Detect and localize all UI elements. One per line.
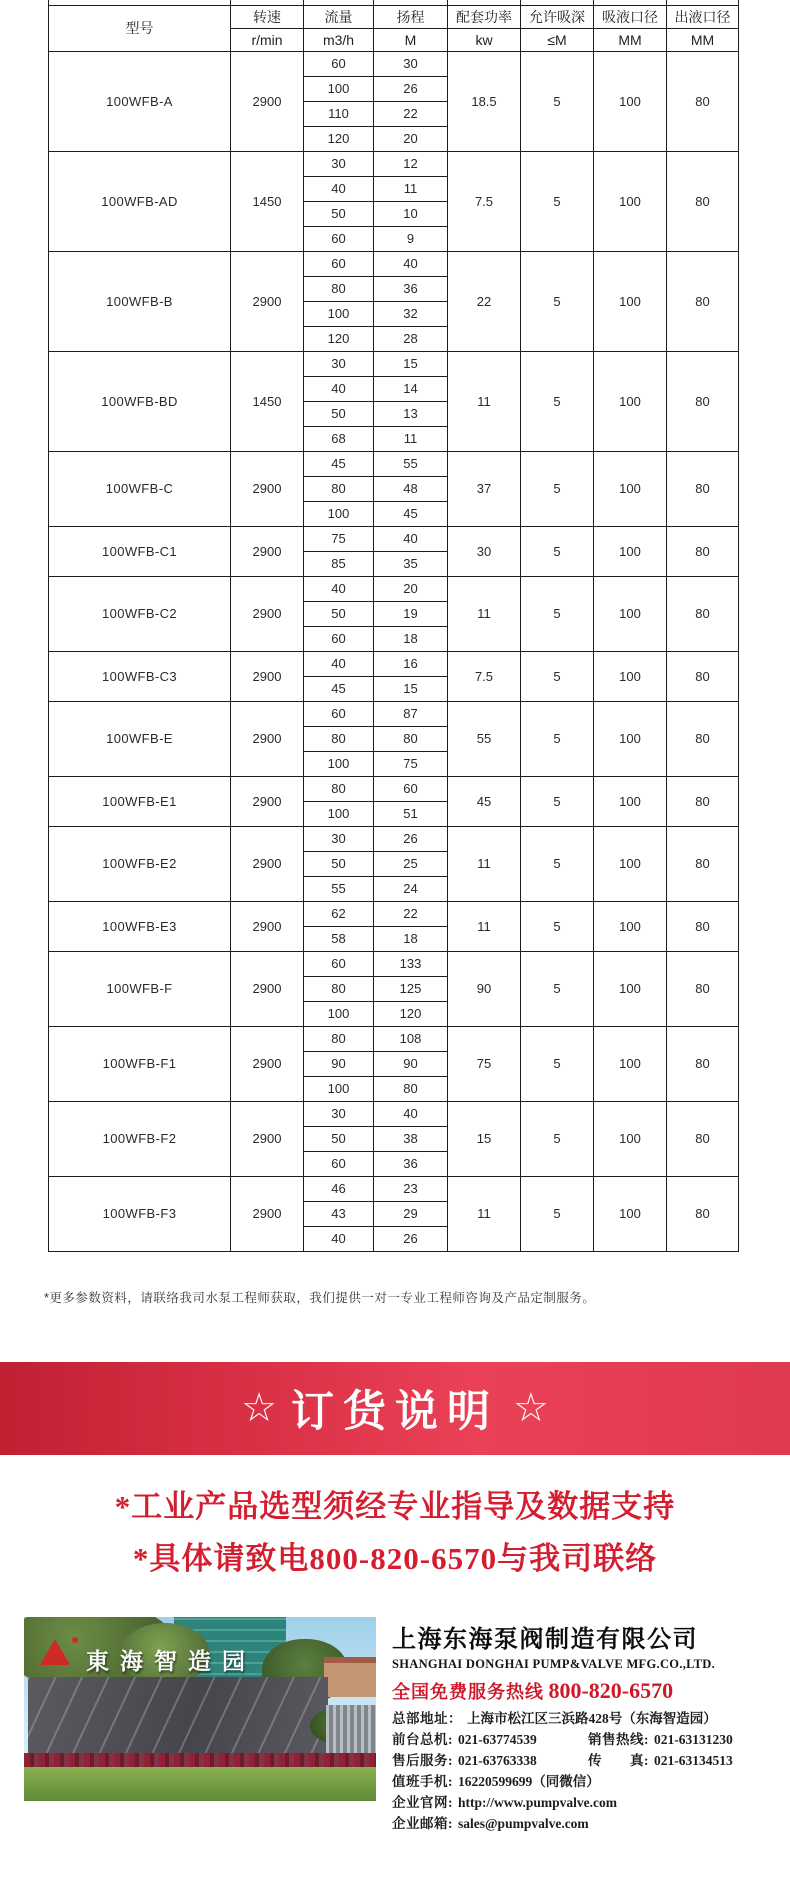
head-cell: 28: [374, 326, 448, 351]
table-row: [49, 776, 739, 801]
suction-depth-cell: 5: [521, 776, 594, 826]
outlet-diameter-cell: 80: [667, 576, 739, 651]
contact-value: 上海市松江区三浜路428号（东海智造园）: [467, 1710, 717, 1726]
power-cell: 7.5: [448, 651, 521, 701]
column-unit: MM: [667, 28, 739, 51]
head-cell: 25: [374, 851, 448, 876]
flow-cell: 58: [304, 926, 374, 951]
power-cell: 55: [448, 701, 521, 776]
contact-pair: [392, 1792, 617, 1813]
head-cell: 18: [374, 626, 448, 651]
contact-row: [392, 1792, 772, 1813]
column-header: 配套功率: [448, 5, 521, 28]
flow-cell: 120: [304, 126, 374, 151]
outlet-diameter-cell: 80: [667, 651, 739, 701]
head-cell: 23: [374, 1176, 448, 1201]
flow-cell: 62: [304, 901, 374, 926]
head-cell: 14: [374, 376, 448, 401]
head-cell: 55: [374, 451, 448, 476]
flow-cell: 80: [304, 976, 374, 1001]
model-cell: 100WFB-C: [49, 451, 231, 526]
table-row: [49, 701, 739, 726]
power-cell: 11: [448, 826, 521, 901]
head-cell: 11: [374, 426, 448, 451]
table-row: [49, 651, 739, 676]
contact-row: [392, 1750, 772, 1771]
inlet-diameter-cell: 100: [594, 351, 667, 451]
power-cell: 11: [448, 1176, 521, 1251]
power-cell: 11: [448, 901, 521, 951]
model-cell: 100WFB-F: [49, 951, 231, 1026]
contact-label: 销售热线:: [588, 1731, 649, 1747]
flow-cell: 100: [304, 501, 374, 526]
head-cell: 48: [374, 476, 448, 501]
speed-cell: 2900: [231, 1026, 304, 1101]
model-cell: 100WFB-E1: [49, 776, 231, 826]
flow-cell: 45: [304, 676, 374, 701]
contact-label: 总部地址：: [392, 1710, 462, 1726]
table-row: [49, 901, 739, 926]
head-cell: 26: [374, 76, 448, 101]
suction-depth-cell: 5: [521, 1026, 594, 1101]
model-cell: 100WFB-F1: [49, 1026, 231, 1101]
suction-depth-cell: 5: [521, 151, 594, 251]
head-cell: 45: [374, 501, 448, 526]
suction-depth-cell: 5: [521, 51, 594, 151]
inlet-diameter-cell: 100: [594, 1176, 667, 1251]
notice-line: *工业产品选型须经专业指导及数据支持: [114, 1488, 676, 1524]
column-header: 扬程: [374, 5, 448, 28]
company-info: [392, 1617, 772, 1834]
photo-lawn: [24, 1767, 376, 1801]
flow-cell: 60: [304, 626, 374, 651]
speed-cell: 2900: [231, 526, 304, 576]
head-cell: 80: [374, 726, 448, 751]
outlet-diameter-cell: 80: [667, 826, 739, 901]
order-instructions-banner: [0, 1362, 790, 1455]
head-cell: 11: [374, 176, 448, 201]
table-row: [49, 1101, 739, 1126]
contact-label: 企业邮箱:: [392, 1815, 453, 1831]
flow-cell: 80: [304, 776, 374, 801]
contact-value: 021-63774539: [458, 1731, 537, 1747]
outlet-diameter-cell: 80: [667, 701, 739, 776]
head-cell: 133: [374, 951, 448, 976]
flow-cell: 100: [304, 751, 374, 776]
column-unit: MM: [594, 28, 667, 51]
photo-sign-wall: [28, 1677, 328, 1755]
head-cell: 40: [374, 1101, 448, 1126]
model-cell: 100WFB-AD: [49, 151, 231, 251]
column-header: 允许吸深: [521, 5, 594, 28]
contact-row: [392, 1708, 772, 1729]
column-unit: kw: [448, 28, 521, 51]
column-unit: m3/h: [304, 28, 374, 51]
head-cell: 19: [374, 601, 448, 626]
contact-value: 021-63763338: [458, 1752, 537, 1768]
head-cell: 35: [374, 551, 448, 576]
suction-depth-cell: 5: [521, 351, 594, 451]
contact-pair: [588, 1732, 733, 1747]
flow-cell: 46: [304, 1176, 374, 1201]
contact-row: [392, 1729, 772, 1750]
head-cell: 30: [374, 51, 448, 76]
model-cell: 100WFB-C2: [49, 576, 231, 651]
model-cell: 100WFB-C1: [49, 526, 231, 576]
outlet-diameter-cell: 80: [667, 251, 739, 351]
suction-depth-cell: 5: [521, 651, 594, 701]
flow-cell: 50: [304, 401, 374, 426]
outlet-diameter-cell: 80: [667, 51, 739, 151]
head-cell: 29: [374, 1201, 448, 1226]
inlet-diameter-cell: 100: [594, 451, 667, 526]
table-row: [49, 451, 739, 476]
contact-pair: [588, 1753, 733, 1768]
flow-cell: 50: [304, 851, 374, 876]
outlet-diameter-cell: 80: [667, 526, 739, 576]
head-cell: 24: [374, 876, 448, 901]
inlet-diameter-cell: 100: [594, 826, 667, 901]
company-name-en: SHANGHAI DONGHAI PUMP&VALVE MFG.CO.,LTD.: [392, 1656, 716, 1671]
head-cell: 36: [374, 1151, 448, 1176]
flow-cell: 85: [304, 551, 374, 576]
power-cell: 37: [448, 451, 521, 526]
speed-cell: 2900: [231, 1101, 304, 1176]
suction-depth-cell: 5: [521, 576, 594, 651]
contact-value: 16220599699（同微信）: [458, 1773, 600, 1789]
speed-cell: 1450: [231, 151, 304, 251]
head-cell: 12: [374, 151, 448, 176]
hotline-label: 全国免费服务热线: [392, 1681, 544, 1702]
flow-cell: 60: [304, 251, 374, 276]
flow-cell: 30: [304, 151, 374, 176]
flow-cell: 60: [304, 701, 374, 726]
table-row: [49, 826, 739, 851]
flow-cell: 120: [304, 326, 374, 351]
head-cell: 75: [374, 751, 448, 776]
speed-cell: 2900: [231, 651, 304, 701]
flow-cell: 40: [304, 376, 374, 401]
flow-cell: 80: [304, 726, 374, 751]
contact-pair: [392, 1771, 600, 1792]
notice-block: [0, 1481, 790, 1585]
contact-pair: [392, 1729, 588, 1750]
column-unit: ≤M: [521, 28, 594, 51]
star-icon: ☆: [241, 1386, 277, 1430]
photo-gate: [326, 1705, 376, 1755]
service-hotline: [392, 1678, 772, 1704]
head-cell: 120: [374, 1001, 448, 1026]
flow-cell: 50: [304, 601, 374, 626]
model-cell: 100WFB-E3: [49, 901, 231, 951]
table-row: [49, 151, 739, 176]
table-row: [49, 1176, 739, 1201]
suction-depth-cell: 5: [521, 1176, 594, 1251]
model-cell: 100WFB-E2: [49, 826, 231, 901]
outlet-diameter-cell: 80: [667, 776, 739, 826]
outlet-diameter-cell: 80: [667, 451, 739, 526]
flow-cell: 68: [304, 426, 374, 451]
speed-cell: 2900: [231, 901, 304, 951]
table-row: [49, 1026, 739, 1051]
power-cell: 45: [448, 776, 521, 826]
flow-cell: 60: [304, 951, 374, 976]
hotline-number: 800-820-6570: [548, 1677, 674, 1703]
contact-row: [392, 1813, 772, 1834]
note-text: *更多参数资料，请联络我司水泵工程师获取，我们提供一对一专业工程师咨询及产品定制服务。: [44, 1290, 596, 1305]
inlet-diameter-cell: 100: [594, 526, 667, 576]
outlet-diameter-cell: 80: [667, 1176, 739, 1251]
head-cell: 60: [374, 776, 448, 801]
suction-depth-cell: 5: [521, 901, 594, 951]
outlet-diameter-cell: 80: [667, 351, 739, 451]
notice-line: *具体请致电800-820-6570与我司联络: [132, 1540, 658, 1576]
spec-table-body: [49, 0, 739, 1251]
head-cell: 80: [374, 1076, 448, 1101]
photo-sign-text: 東海智造园: [86, 1647, 256, 1674]
flow-cell: 43: [304, 1201, 374, 1226]
contact-value: http://www.pumpvalve.com: [458, 1794, 618, 1810]
head-cell: 22: [374, 901, 448, 926]
table-row: [49, 951, 739, 976]
head-cell: 36: [374, 276, 448, 301]
contact-value: 021-63131230: [654, 1731, 733, 1747]
contact-pair: [392, 1750, 588, 1771]
column-header: 型号: [49, 5, 231, 51]
column-header: 出液口径: [667, 5, 739, 28]
flow-cell: 60: [304, 1151, 374, 1176]
model-cell: 100WFB-A: [49, 51, 231, 151]
suction-depth-cell: 5: [521, 526, 594, 576]
power-cell: 22: [448, 251, 521, 351]
head-cell: 15: [374, 676, 448, 701]
flow-cell: 80: [304, 1026, 374, 1051]
speed-cell: 2900: [231, 451, 304, 526]
power-cell: 15: [448, 1101, 521, 1176]
flow-cell: 40: [304, 176, 374, 201]
inlet-diameter-cell: 100: [594, 576, 667, 651]
outlet-diameter-cell: 80: [667, 951, 739, 1026]
company-logo-dot-icon: [72, 1637, 78, 1643]
inlet-diameter-cell: 100: [594, 1026, 667, 1101]
power-cell: 7.5: [448, 151, 521, 251]
pump-spec-table: [48, 0, 739, 1252]
flow-cell: 80: [304, 476, 374, 501]
head-cell: 40: [374, 526, 448, 551]
contact-pair: [392, 1708, 717, 1729]
speed-cell: 2900: [231, 251, 304, 351]
flow-cell: 100: [304, 76, 374, 101]
power-cell: 18.5: [448, 51, 521, 151]
contact-label: 售后服务:: [392, 1752, 453, 1768]
head-cell: 18: [374, 926, 448, 951]
head-cell: 13: [374, 401, 448, 426]
outlet-diameter-cell: 80: [667, 901, 739, 951]
outlet-diameter-cell: 80: [667, 151, 739, 251]
flow-cell: 90: [304, 1051, 374, 1076]
column-header: 吸液口径: [594, 5, 667, 28]
contact-label: 企业官网:: [392, 1794, 453, 1810]
inlet-diameter-cell: 100: [594, 951, 667, 1026]
flow-cell: 100: [304, 801, 374, 826]
speed-cell: 2900: [231, 951, 304, 1026]
table-row: [49, 51, 739, 76]
head-cell: 22: [374, 101, 448, 126]
power-cell: 90: [448, 951, 521, 1026]
contact-value: sales@pumpvalve.com: [458, 1815, 589, 1831]
flow-cell: 50: [304, 1126, 374, 1151]
flow-cell: 100: [304, 1001, 374, 1026]
model-cell: 100WFB-F3: [49, 1176, 231, 1251]
suction-depth-cell: 5: [521, 951, 594, 1026]
flow-cell: 30: [304, 826, 374, 851]
contact-value: 021-63134513: [654, 1752, 733, 1768]
column-header: 转速: [231, 5, 304, 28]
inlet-diameter-cell: 100: [594, 151, 667, 251]
table-header-row: [49, 5, 739, 28]
head-cell: 90: [374, 1051, 448, 1076]
flow-cell: 60: [304, 226, 374, 251]
inlet-diameter-cell: 100: [594, 1101, 667, 1176]
head-cell: 15: [374, 351, 448, 376]
speed-cell: 2900: [231, 826, 304, 901]
column-header: 流量: [304, 5, 374, 28]
contact-row: [392, 1771, 772, 1792]
speed-cell: 2900: [231, 576, 304, 651]
outlet-diameter-cell: 80: [667, 1026, 739, 1101]
suction-depth-cell: 5: [521, 251, 594, 351]
speed-cell: 1450: [231, 351, 304, 451]
suction-depth-cell: 5: [521, 826, 594, 901]
inlet-diameter-cell: 100: [594, 51, 667, 151]
speed-cell: 2900: [231, 701, 304, 776]
company-photo: [24, 1617, 376, 1801]
table-row: [49, 576, 739, 601]
head-cell: 32: [374, 301, 448, 326]
head-cell: 26: [374, 1226, 448, 1251]
flow-cell: 55: [304, 876, 374, 901]
head-cell: 40: [374, 251, 448, 276]
contact-pair: [392, 1813, 589, 1834]
company-name-cn: 上海东海泵阀制造有限公司: [392, 1625, 698, 1653]
power-cell: 11: [448, 576, 521, 651]
model-cell: 100WFB-C3: [49, 651, 231, 701]
table-row: [49, 526, 739, 551]
power-cell: 75: [448, 1026, 521, 1101]
power-cell: 30: [448, 526, 521, 576]
flow-cell: 100: [304, 301, 374, 326]
flow-cell: 60: [304, 51, 374, 76]
head-cell: 10: [374, 201, 448, 226]
company-logo-icon: [40, 1639, 70, 1665]
photo-flowers: [24, 1753, 376, 1767]
flow-cell: 110: [304, 101, 374, 126]
head-cell: 87: [374, 701, 448, 726]
outlet-diameter-cell: 80: [667, 1101, 739, 1176]
table-row: [49, 351, 739, 376]
model-cell: 100WFB-E: [49, 701, 231, 776]
head-cell: 9: [374, 226, 448, 251]
photo-building-right: [324, 1657, 376, 1697]
contact-list: [392, 1708, 772, 1834]
flow-cell: 30: [304, 351, 374, 376]
speed-cell: 2900: [231, 1176, 304, 1251]
inlet-diameter-cell: 100: [594, 776, 667, 826]
flow-cell: 30: [304, 1101, 374, 1126]
inlet-diameter-cell: 100: [594, 251, 667, 351]
flow-cell: 75: [304, 526, 374, 551]
flow-cell: 40: [304, 576, 374, 601]
model-cell: 100WFB-BD: [49, 351, 231, 451]
head-cell: 125: [374, 976, 448, 1001]
flow-cell: 50: [304, 201, 374, 226]
head-cell: 38: [374, 1126, 448, 1151]
column-unit: r/min: [231, 28, 304, 51]
head-cell: 108: [374, 1026, 448, 1051]
inlet-diameter-cell: 100: [594, 651, 667, 701]
inlet-diameter-cell: 100: [594, 701, 667, 776]
speed-cell: 2900: [231, 776, 304, 826]
flow-cell: 40: [304, 651, 374, 676]
suction-depth-cell: 5: [521, 1101, 594, 1176]
flow-cell: 45: [304, 451, 374, 476]
model-cell: 100WFB-F2: [49, 1101, 231, 1176]
inlet-diameter-cell: 100: [594, 901, 667, 951]
contact-label: 前台总机:: [392, 1731, 453, 1747]
column-unit: M: [374, 28, 448, 51]
contact-label: 传 真:: [588, 1752, 649, 1768]
head-cell: 26: [374, 826, 448, 851]
company-section: [0, 1617, 790, 1834]
flow-cell: 100: [304, 1076, 374, 1101]
head-cell: 16: [374, 651, 448, 676]
suction-depth-cell: 5: [521, 701, 594, 776]
speed-cell: 2900: [231, 51, 304, 151]
flow-cell: 80: [304, 276, 374, 301]
contact-label: 值班手机:: [392, 1773, 453, 1789]
star-icon: ☆: [513, 1386, 549, 1430]
head-cell: 20: [374, 576, 448, 601]
table-row: [49, 251, 739, 276]
suction-depth-cell: 5: [521, 451, 594, 526]
head-cell: 20: [374, 126, 448, 151]
flow-cell: 40: [304, 1226, 374, 1251]
power-cell: 11: [448, 351, 521, 451]
banner-title: 订货说明: [291, 1387, 499, 1436]
model-cell: 100WFB-B: [49, 251, 231, 351]
head-cell: 51: [374, 801, 448, 826]
